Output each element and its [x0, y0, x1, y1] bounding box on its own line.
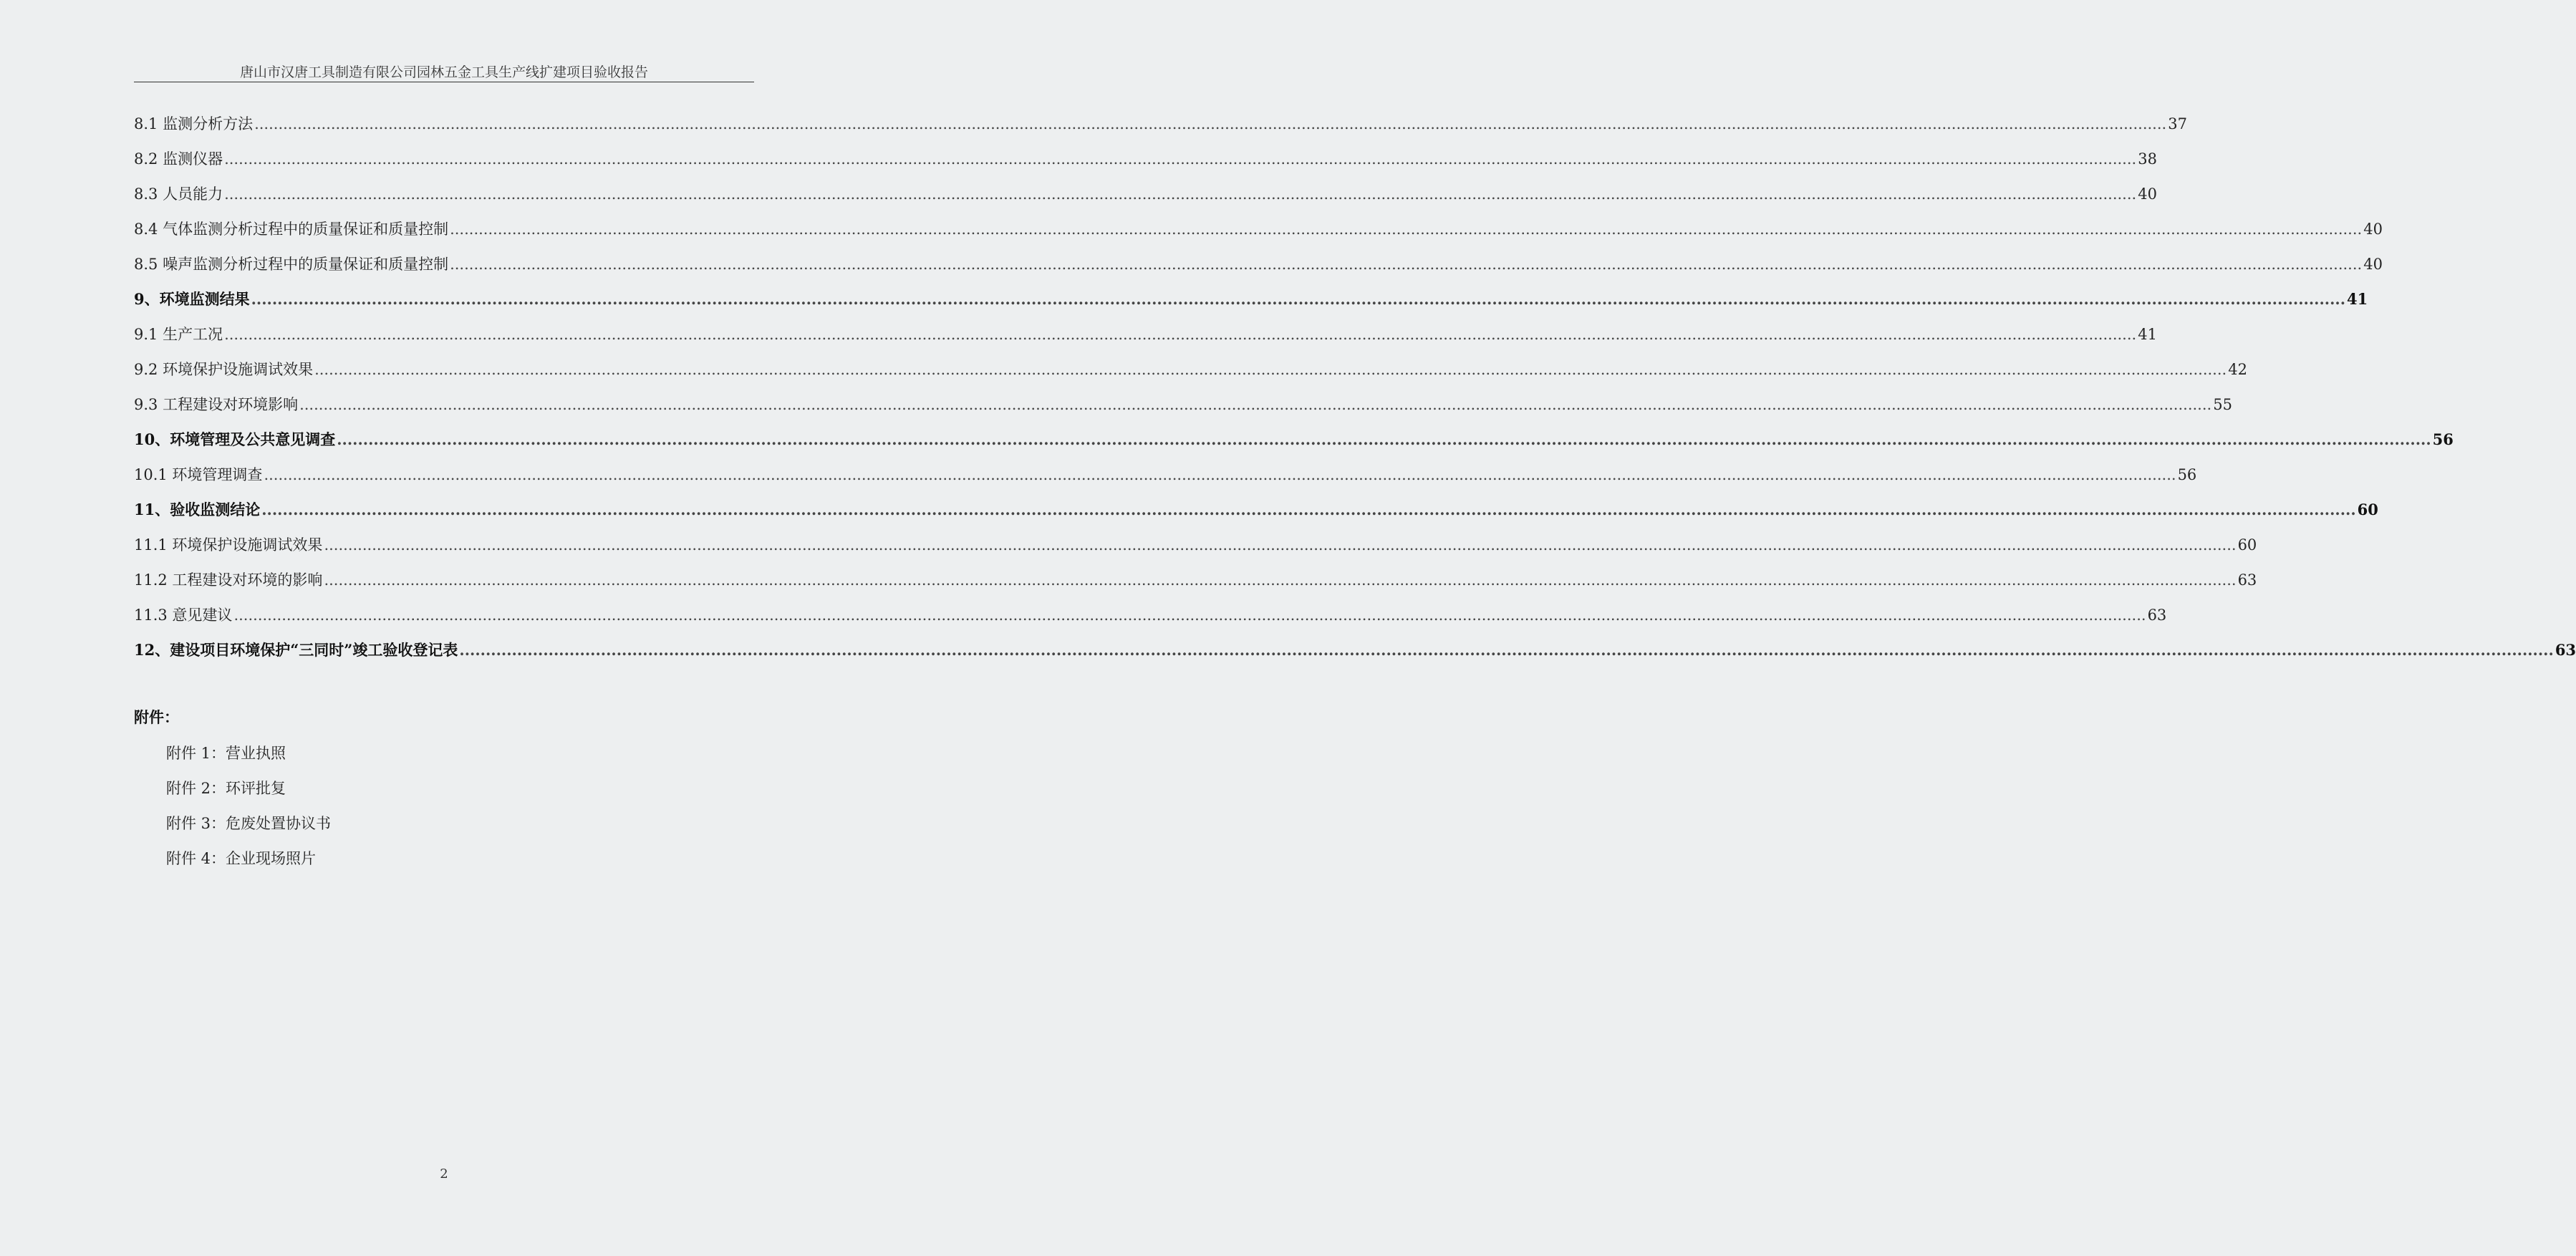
attachments-list: [166, 743, 331, 883]
toc-entry-page: 55: [2213, 396, 2232, 413]
running-header: 唐山市汉唐工具制造有限公司园林五金工具生产线扩建项目验收报告: [239, 64, 648, 80]
toc-entry-page: 56: [2432, 430, 2454, 448]
toc-entry[interactable]: [134, 394, 2232, 429]
toc-entry-title: 10、环境管理及公共意见调查: [134, 430, 336, 448]
toc-dot-leader: ................................................................................................................................................................................................................................................................................................................................................................................................................: [224, 150, 2137, 168]
toc-entry-title: 11、验收监测结论: [134, 501, 261, 518]
toc-dot-leader: ................................................................................................................................................................................................................................................................................................................................................................................................................: [314, 361, 2227, 378]
toc-dot-leader: ................................................................................................................................................................................................................................................................................................................................................................................................................: [224, 185, 2137, 203]
toc-entry[interactable]: [134, 534, 2257, 569]
page-number: 2: [440, 1166, 448, 1182]
attachment-item: 附件 2：环评批复: [166, 780, 286, 797]
toc-entry[interactable]: [134, 148, 2157, 183]
toc-dot-leader: ................................................................................................................................................................................................................................................................................................................................................................................................................: [324, 536, 2237, 554]
toc-entry-title: 8.3 人员能力: [134, 185, 223, 203]
toc-entry-title: 9.3 工程建设对环境影响: [134, 396, 299, 413]
attachment-item: 附件 3：危废处置协议书: [166, 815, 332, 832]
toc-entry[interactable]: [134, 639, 2576, 675]
toc-entry-page: 40: [2363, 221, 2383, 238]
toc-dot-leader: ................................................................................................................................................................................................................................................................................................................................................................................................................: [261, 501, 2356, 518]
toc-entry-page: 63: [2237, 571, 2257, 589]
toc-entry-title: 9.2 环境保护设施调试效果: [134, 361, 314, 378]
toc-entry-title: 11.2 工程建设对环境的影响: [134, 571, 323, 589]
attachment-item: 附件 1：营业执照: [166, 745, 286, 762]
attachment-item: 附件 4：企业现场照片: [166, 850, 317, 867]
toc-entry[interactable]: [134, 569, 2257, 604]
toc-dot-leader: ................................................................................................................................................................................................................................................................................................................................................................................................................: [324, 571, 2237, 589]
toc-entry-title: 8.2 监测仪器: [134, 150, 223, 168]
toc-dot-leader: ................................................................................................................................................................................................................................................................................................................................................................................................................: [299, 396, 2212, 413]
toc-entry-title: 9.1 生产工况: [134, 326, 223, 343]
attachments-heading: 附件：: [134, 708, 179, 726]
toc-entry[interactable]: [134, 464, 2197, 499]
toc-entry-page: 63: [2147, 607, 2167, 624]
toc-entry[interactable]: [134, 183, 2157, 218]
toc-entry[interactable]: [134, 604, 2167, 639]
toc-entry-title: 12、建设项目环境保护“三同时”竣工验收登记表: [134, 641, 458, 659]
toc-entry-page: 60: [2237, 536, 2257, 554]
toc-entry[interactable]: [134, 113, 2187, 148]
toc-entry-page: 40: [2363, 256, 2383, 273]
toc-entry-title: 8.1 监测分析方法: [134, 115, 254, 132]
toc-entry[interactable]: [134, 218, 2383, 253]
toc-entry[interactable]: [134, 324, 2157, 359]
toc-entry-page: 60: [2357, 501, 2378, 518]
toc-entry-page: 41: [2347, 290, 2368, 308]
toc-entry[interactable]: [134, 429, 2454, 464]
toc-dot-leader: ................................................................................................................................................................................................................................................................................................................................................................................................................: [233, 607, 2146, 624]
toc-dot-leader: ................................................................................................................................................................................................................................................................................................................................................................................................................: [337, 430, 2431, 448]
toc-entry[interactable]: [134, 499, 2378, 534]
toc-dot-leader: ................................................................................................................................................................................................................................................................................................................................................................................................................: [450, 221, 2363, 238]
toc-dot-leader: ................................................................................................................................................................................................................................................................................................................................................................................................................: [450, 256, 2363, 273]
toc-entry-page: 38: [2138, 150, 2157, 168]
toc-dot-leader: ................................................................................................................................................................................................................................................................................................................................................................................................................: [254, 115, 2167, 132]
toc-entry-title: 8.4 气体监测分析过程中的质量保证和质量控制: [134, 221, 449, 238]
toc-dot-leader: ................................................................................................................................................................................................................................................................................................................................................................................................................: [264, 466, 2176, 483]
toc-entry[interactable]: [134, 289, 2368, 324]
toc-entry-title: 10.1 环境管理调查: [134, 466, 263, 483]
toc-dot-leader: ................................................................................................................................................................................................................................................................................................................................................................................................................: [224, 326, 2137, 343]
toc-entry-page: 42: [2228, 361, 2247, 378]
toc-entry-page: 37: [2168, 115, 2187, 132]
toc-entry-page: 40: [2138, 185, 2157, 203]
toc-entry-page: 56: [2177, 466, 2197, 483]
table-of-contents: [134, 113, 2576, 675]
toc-dot-leader: ................................................................................................................................................................................................................................................................................................................................................................................................................: [459, 641, 2554, 659]
toc-entry-page: 41: [2138, 326, 2157, 343]
toc-entry-title: 11.3 意见建议: [134, 607, 233, 624]
toc-entry-title: 9、环境监测结果: [134, 290, 250, 308]
toc-entry-page: 63: [2555, 641, 2576, 659]
toc-entry[interactable]: [134, 253, 2383, 289]
toc-dot-leader: ................................................................................................................................................................................................................................................................................................................................................................................................................: [251, 290, 2346, 308]
toc-entry-title: 11.1 环境保护设施调试效果: [134, 536, 323, 554]
toc-entry-title: 8.5 噪声监测分析过程中的质量保证和质量控制: [134, 256, 449, 273]
toc-entry[interactable]: [134, 359, 2247, 394]
